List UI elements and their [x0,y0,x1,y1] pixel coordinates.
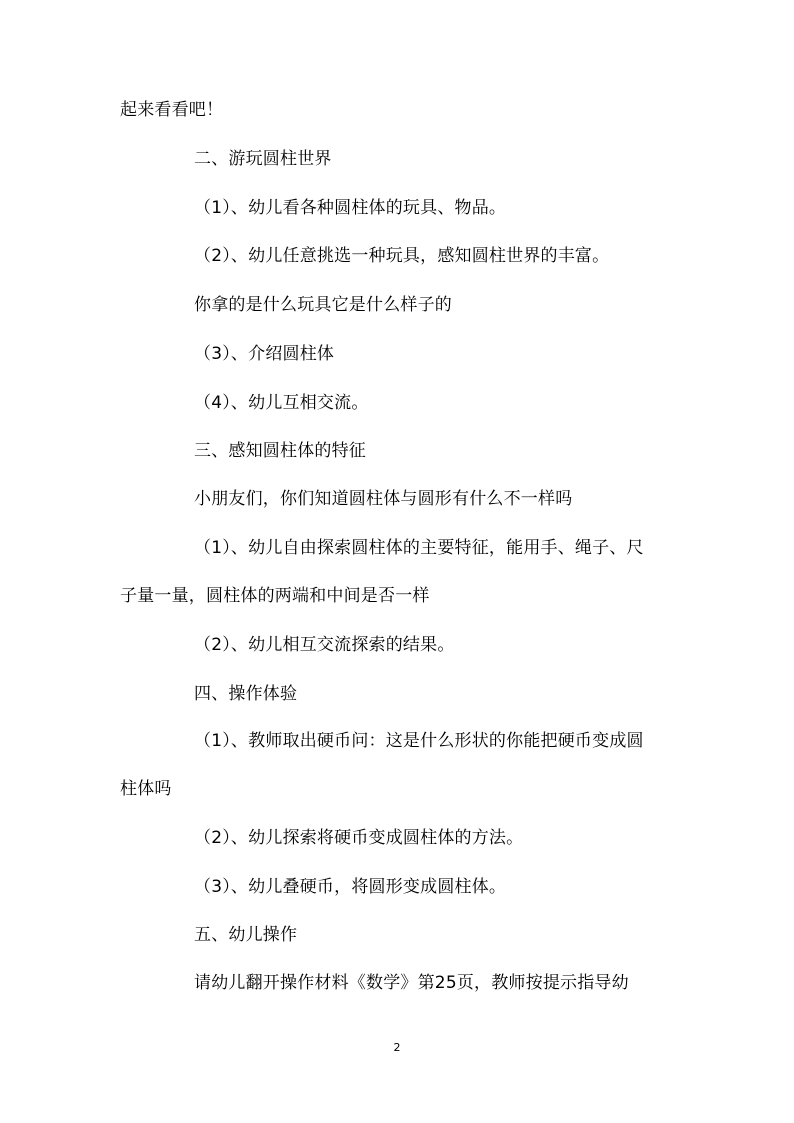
text-line: 小朋友们，你们知道圆柱体与圆形有什么不一样吗 [194,489,573,509]
text-line: 你拿的是什么玩具它是什么样子的 [194,295,452,315]
text-line: （3）、幼儿叠硬币，将圆形变成圆柱体。 [194,877,507,897]
text-line: （2）、幼儿探索将硬币变成圆柱体的方法。 [194,828,524,848]
section-heading: 三、感知圆柱体的特征 [194,441,366,461]
text-line: （3）、介绍圆柱体 [194,344,335,364]
text-line: 柱体吗 [120,779,172,799]
text-line: （1）、幼儿看各种圆柱体的玩具、物品。 [194,198,507,218]
section-heading: 二、游玩圆柱世界 [194,149,332,169]
page-number: 2 [393,1041,401,1054]
text-line: 起来看看吧！ [120,100,224,120]
text-line: 请幼儿翻开操作材料《数学》第25页，教师按提示指导幼 [194,973,629,993]
text-line: （2）、幼儿任意挑选一种玩具，感知圆柱世界的丰富。 [194,246,610,266]
text-line: （1）、幼儿自由探索圆柱体的主要特征，能用手、绳子、尺 [194,538,644,558]
text-line: （2）、幼儿相互交流探索的结果。 [194,635,455,655]
text-line: （4）、幼儿互相交流。 [194,393,369,413]
text-line: 子量一量，圆柱体的两端和中间是否一样 [120,586,430,606]
section-heading: 五、幼儿操作 [194,925,298,945]
section-heading: 四、操作体验 [194,684,298,704]
text-line: （1）、教师取出硬币问：这是什么形状的你能把硬币变成圆 [194,731,644,751]
